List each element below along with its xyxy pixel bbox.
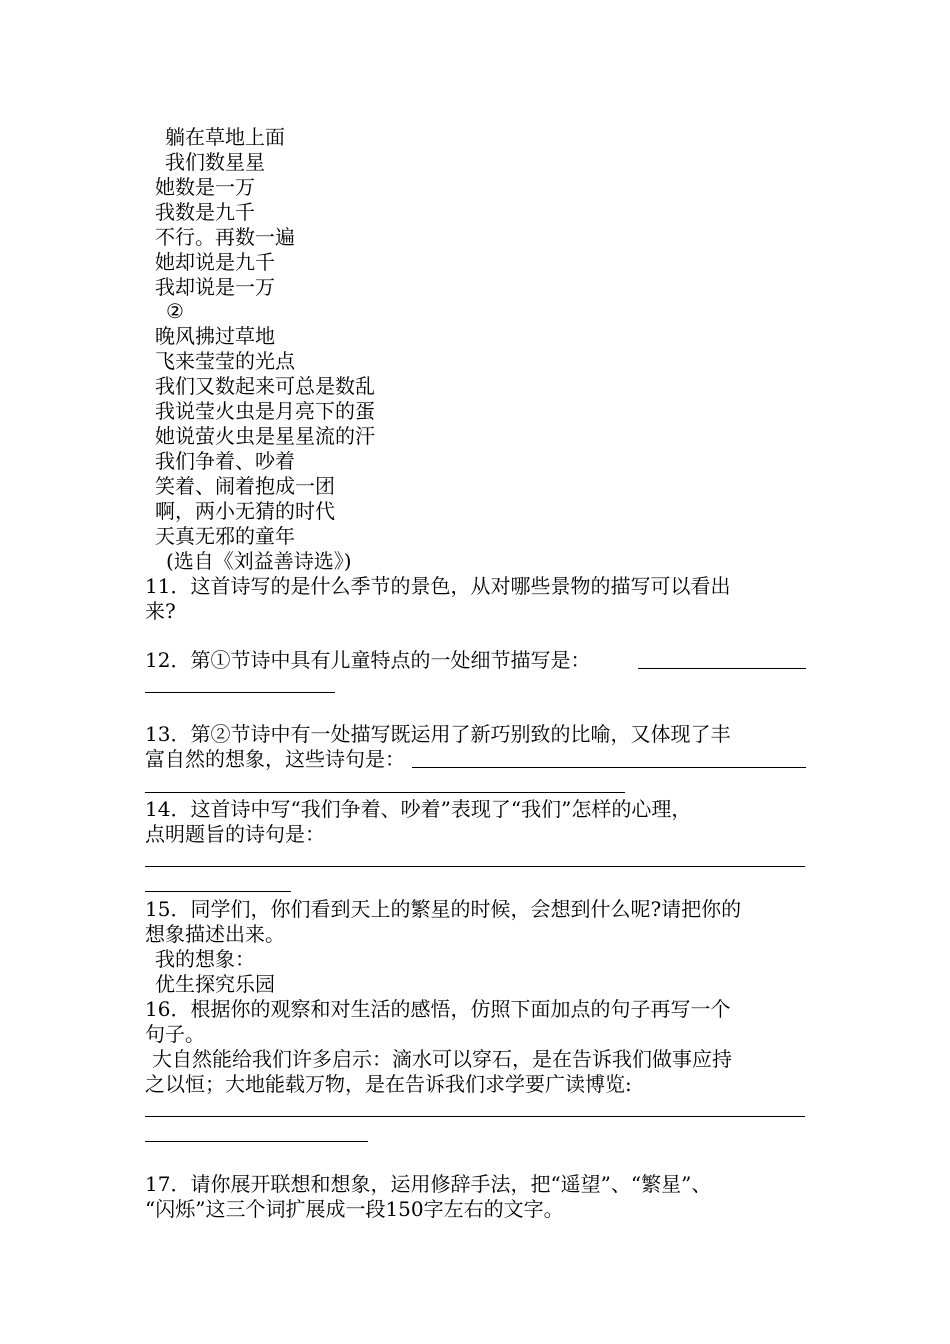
answer-blank[interactable] bbox=[145, 891, 291, 892]
poem-line: 我却说是一万 bbox=[155, 275, 275, 299]
poem-line: 她却说是九千 bbox=[155, 250, 275, 274]
question-11-line-2: 来? bbox=[145, 599, 176, 623]
answer-blank[interactable] bbox=[638, 668, 806, 669]
section-title: 优生探究乐园 bbox=[155, 972, 275, 996]
question-11-line-1: 11．这首诗写的是什么季节的景色，从对哪些景物的描写可以看出 bbox=[145, 574, 731, 598]
poem-line: 我说莹火虫是月亮下的蛋 bbox=[155, 399, 375, 423]
poem-line: 躺在草地上面 bbox=[165, 125, 285, 149]
answer-blank[interactable] bbox=[145, 692, 335, 693]
poem-line: 我数是九千 bbox=[155, 200, 255, 224]
answer-blank[interactable] bbox=[145, 1116, 805, 1117]
poem-line: 我们数星星 bbox=[165, 150, 265, 174]
answer-blank[interactable] bbox=[145, 792, 625, 793]
question-12-line-1: 12．第①节诗中具有儿童特点的一处细节描写是： bbox=[145, 648, 591, 672]
question-16-line-3: 大自然能给我们许多启示：滴水可以穿石，是在告诉我们做事应持 bbox=[152, 1047, 732, 1071]
question-15-line-3: 我的想象： bbox=[155, 947, 255, 971]
poem-line: 我们又数起来可总是数乱 bbox=[155, 374, 375, 398]
poem-line: 我们争着、吵着 bbox=[155, 449, 295, 473]
question-13-line-2: 富自然的想象，这些诗句是： bbox=[145, 747, 405, 771]
question-14-line-2: 点明题旨的诗句是： bbox=[145, 822, 325, 846]
poem-line: 啊，两小无猜的时代 bbox=[155, 499, 335, 523]
section-marker: ② bbox=[166, 299, 184, 323]
poem-source: (选自《刘益善诗选》) bbox=[166, 549, 352, 573]
poem-line: 飞来莹莹的光点 bbox=[155, 349, 295, 373]
answer-blank[interactable] bbox=[145, 866, 805, 867]
answer-blank[interactable] bbox=[145, 1141, 368, 1142]
question-16-line-4: 之以恒；大地能载万物，是在告诉我们求学要广读博览: bbox=[145, 1072, 632, 1096]
question-15-line-2: 想象描述出来。 bbox=[145, 922, 285, 946]
question-14-line-1: 14．这首诗中写“我们争着、吵着”表现了“我们”怎样的心理， bbox=[145, 797, 692, 821]
answer-blank[interactable] bbox=[412, 767, 806, 768]
question-16-line-2: 句子。 bbox=[145, 1022, 205, 1046]
question-13-line-1: 13．第②节诗中有一处描写既运用了新巧别致的比喻，又体现了丰 bbox=[145, 722, 731, 746]
poem-line: 笑着、闹着抱成一团 bbox=[155, 474, 335, 498]
poem-line: 她说萤火虫是星星流的汗 bbox=[155, 424, 375, 448]
poem-line: 不行。再数一遍 bbox=[155, 225, 295, 249]
poem-line: 她数是一万 bbox=[155, 175, 255, 199]
question-17-line-1: 17．请你展开联想和想象，运用修辞手法，把“遥望”、“繁星”、 bbox=[145, 1172, 712, 1196]
poem-line: 晚风拂过草地 bbox=[155, 324, 275, 348]
poem-line: 天真无邪的童年 bbox=[155, 524, 295, 548]
question-17-line-2: “闪烁”这三个词扩展成一段150字左右的文字。 bbox=[145, 1197, 564, 1221]
question-16-line-1: 16．根据你的观察和对生活的感悟，仿照下面加点的句子再写一个 bbox=[145, 997, 731, 1021]
question-15-line-1: 15．同学们，你们看到天上的繁星的时候，会想到什么呢?请把你的 bbox=[145, 897, 742, 921]
